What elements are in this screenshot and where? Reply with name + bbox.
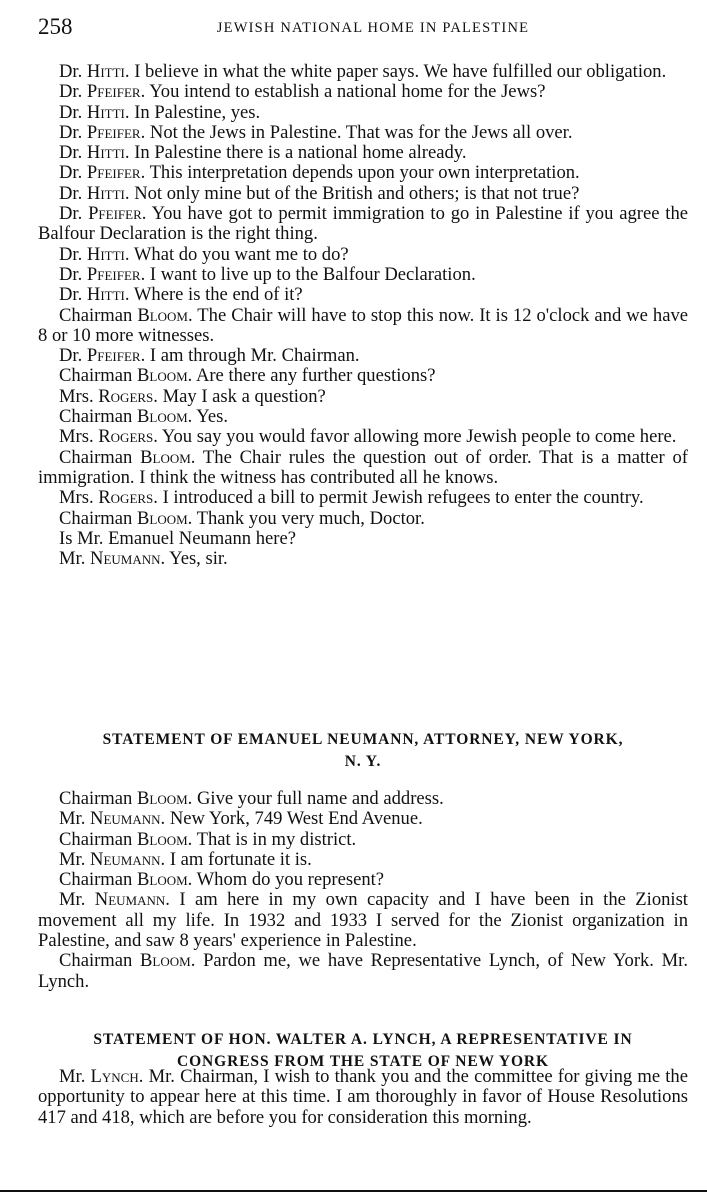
testimony-paragraph: [38, 245, 688, 265]
speaker-title: Dr.: [59, 345, 83, 367]
testimony-paragraph: [38, 809, 688, 829]
testimony-paragraph: [38, 204, 688, 245]
testimony-paragraph: [38, 509, 688, 529]
speech-text: Thank you very much, Doctor.: [196, 507, 425, 529]
heading-line: N. Y.: [344, 752, 382, 770]
speaker-name: Hitti.: [86, 61, 130, 82]
speaker-title: Chairman: [59, 950, 133, 972]
speech-text: The Chair rules the question out of order. That is a matter of immigration. I think the witness has contributed all he knows.: [38, 446, 689, 488]
speech-text: I want to live up to the Balfour Declaration.: [149, 263, 476, 285]
speaker-title: Dr.: [59, 61, 83, 82]
speaker-title: Mr.: [59, 808, 86, 830]
speaker-title: Mrs.: [59, 426, 94, 448]
speaker-name: Pfeifer.: [86, 345, 146, 367]
speaker-name: Rogers.: [98, 426, 158, 448]
speaker-title: Dr.: [59, 243, 83, 265]
testimony-paragraph: [38, 163, 688, 183]
speaker-title: Chairman: [59, 406, 133, 428]
speaker-name: Hitti.: [86, 243, 130, 265]
speech-text: Not the Jews in Palestine. That was for the Jews all over.: [149, 121, 573, 143]
speech-text: Mr. Chairman, I wish to thank you and the committee for giving me the opportunity to appear here at this time. I am thoroughly in favor of House Resolutions 417 and 418, which are before you for consideration this morning.: [38, 1066, 688, 1128]
speech-text: That is in my district.: [196, 828, 357, 850]
heading-line: STATEMENT OF HON. WALTER A. LYNCH, A REPRESENTATIVE IN: [93, 1031, 633, 1048]
testimony-paragraph: [38, 529, 688, 549]
speech-text: In Palestine there is a national home already.: [134, 142, 467, 164]
testimony-paragraph: [38, 285, 688, 305]
testimony-section-2: [38, 789, 688, 992]
testimony-paragraph: [38, 265, 688, 285]
speaker-title: Mr.: [59, 889, 86, 911]
testimony-paragraph: [38, 488, 688, 508]
speaker-title: Dr.: [59, 263, 83, 285]
speaker-name: Bloom.: [136, 828, 193, 850]
speech-text: New York, 749 West End Avenue.: [169, 808, 423, 830]
speaker-name: Pfeifer.: [86, 121, 146, 143]
speaker-title: Dr.: [59, 81, 83, 103]
speech-text: Not only mine but of the British and others; is that not true?: [134, 182, 580, 204]
speaker-title: Chairman: [59, 869, 133, 891]
speech-text: Whom do you represent?: [196, 869, 385, 891]
speech-text: I believe in what the white paper says. We have fulfilled our obligation.: [134, 61, 667, 82]
speech-text: You have got to permit immigration to go in Palestine if you agree the Balfour Declaration is the right thing.: [38, 203, 689, 245]
speaker-name: Pfeifer.: [88, 203, 147, 225]
speaker-title: Mr.: [59, 548, 86, 570]
speech-text: I am through Mr. Chairman.: [149, 345, 360, 367]
testimony-paragraph: [38, 387, 688, 407]
speaker-title: Chairman: [59, 365, 133, 387]
testimony-paragraph: [38, 407, 688, 427]
speaker-title: Chairman: [59, 304, 133, 326]
speaker-name: Bloom.: [136, 406, 193, 428]
speaker-name: Rogers.: [98, 385, 158, 407]
speaker-title: Mrs.: [59, 385, 94, 407]
testimony-paragraph: [38, 82, 688, 102]
speech-text: Is Mr. Emanuel Neumann here?: [59, 527, 296, 549]
testimony-paragraph: [38, 850, 688, 870]
testimony-paragraph: [38, 143, 688, 163]
speech-text: I introduced a bill to permit Jewish refugees to enter the country.: [162, 487, 644, 509]
speaker-name: Hitti.: [86, 142, 130, 164]
speaker-name: Bloom.: [136, 507, 193, 529]
speaker-title: Dr.: [59, 284, 83, 306]
speech-text: I am fortunate it is.: [169, 848, 312, 870]
testimony-paragraph: [38, 427, 688, 447]
heading-line: STATEMENT OF EMANUEL NEUMANN, ATTORNEY, NEW YORK,: [102, 731, 624, 748]
speech-text: The Chair will have to stop this now. It is 12 o'clock and we have 8 or 10 more witnesses.: [38, 304, 688, 346]
speech-text: I am here in my own capacity and I have been in the Zionist movement all my life. In 1932 and 1933 I served for the Zionist organization in Palestine, and saw 8 years' experience in Palestine.: [38, 889, 688, 952]
testimony-paragraph: [38, 1067, 688, 1128]
speaker-name: Pfeifer.: [86, 81, 146, 103]
speaker-name: Hitti.: [86, 182, 130, 204]
testimony-paragraph: [38, 123, 688, 143]
speech-text: May I ask a question?: [162, 385, 326, 407]
statement-heading-neumann: [38, 729, 688, 772]
speaker-name: Neumann.: [90, 808, 166, 830]
speech-text: You say you would favor allowing more Jewish people to come here.: [161, 426, 677, 448]
testimony-paragraph: [38, 890, 688, 951]
testimony-paragraph: [38, 366, 688, 386]
speaker-name: Hitti.: [86, 101, 130, 123]
speaker-name: Neumann.: [90, 548, 166, 570]
speaker-title: Dr.: [59, 162, 83, 184]
speaker-title: Dr.: [59, 182, 83, 204]
speaker-title: Mrs.: [59, 487, 94, 509]
testimony-section-3: [38, 1067, 688, 1128]
speech-text: You intend to establish a national home for the Jews?: [149, 81, 546, 103]
testimony-paragraph: [38, 549, 688, 569]
speaker-name: Neumann.: [90, 848, 166, 870]
testimony-paragraph: [38, 62, 688, 82]
speaker-name: Bloom.: [136, 869, 193, 891]
speaker-name: Bloom.: [140, 446, 196, 468]
speaker-name: Pfeifer.: [86, 263, 146, 285]
testimony-paragraph: [38, 184, 688, 204]
testimony-paragraph: [38, 103, 688, 123]
running-title: JEWISH NATIONAL HOME IN PALESTINE: [216, 20, 530, 36]
testimony-paragraph: [38, 448, 688, 489]
speaker-title: Chairman: [59, 507, 133, 529]
testimony-section-1: [38, 62, 688, 569]
speaker-name: Neumann.: [94, 889, 170, 911]
speech-text: Yes, sir.: [169, 548, 228, 570]
speech-text: Are there any further questions?: [195, 365, 436, 387]
speaker-title: Dr.: [59, 101, 83, 123]
speech-text: Pardon me, we have Representative Lynch, of New York. Mr. Lynch.: [38, 950, 688, 992]
heading-line: CONGRESS FROM THE STATE OF NEW YORK: [177, 1052, 549, 1070]
speech-text: Yes.: [196, 406, 228, 428]
testimony-paragraph: [38, 870, 688, 890]
speaker-name: Bloom.: [136, 365, 193, 387]
page-bottom-rule: [0, 1190, 707, 1192]
speaker-title: Mr.: [59, 1066, 86, 1087]
speech-text: Give your full name and address.: [196, 788, 444, 809]
speaker-title: Mr.: [59, 848, 86, 870]
speech-text: What do you want me to do?: [133, 243, 349, 265]
speech-text: Where is the end of it?: [133, 284, 303, 306]
speech-text: This interpretation depends upon your own interpretation.: [149, 162, 580, 184]
testimony-paragraph: [38, 346, 688, 366]
testimony-paragraph: [38, 306, 688, 347]
speaker-name: Lynch.: [90, 1066, 144, 1087]
speaker-title: Chairman: [59, 788, 133, 809]
speaker-name: Bloom.: [140, 950, 196, 972]
speaker-title: Chairman: [59, 446, 133, 468]
speaker-name: Rogers.: [98, 487, 158, 509]
testimony-paragraph: [38, 951, 688, 992]
testimony-paragraph: [38, 789, 688, 809]
speech-text: In Palestine, yes.: [134, 101, 261, 123]
running-head: [38, 14, 688, 44]
page-number: 258: [38, 14, 73, 39]
testimony-paragraph: [38, 830, 688, 850]
speaker-title: Dr.: [59, 142, 83, 164]
speaker-name: Bloom.: [136, 788, 193, 809]
speaker-title: Dr.: [59, 121, 83, 143]
speaker-name: Pfeifer.: [86, 162, 146, 184]
speaker-title: Chairman: [59, 828, 133, 850]
speaker-name: Bloom.: [137, 304, 193, 326]
speaker-title: Dr.: [59, 203, 83, 225]
speaker-name: Hitti.: [86, 284, 130, 306]
